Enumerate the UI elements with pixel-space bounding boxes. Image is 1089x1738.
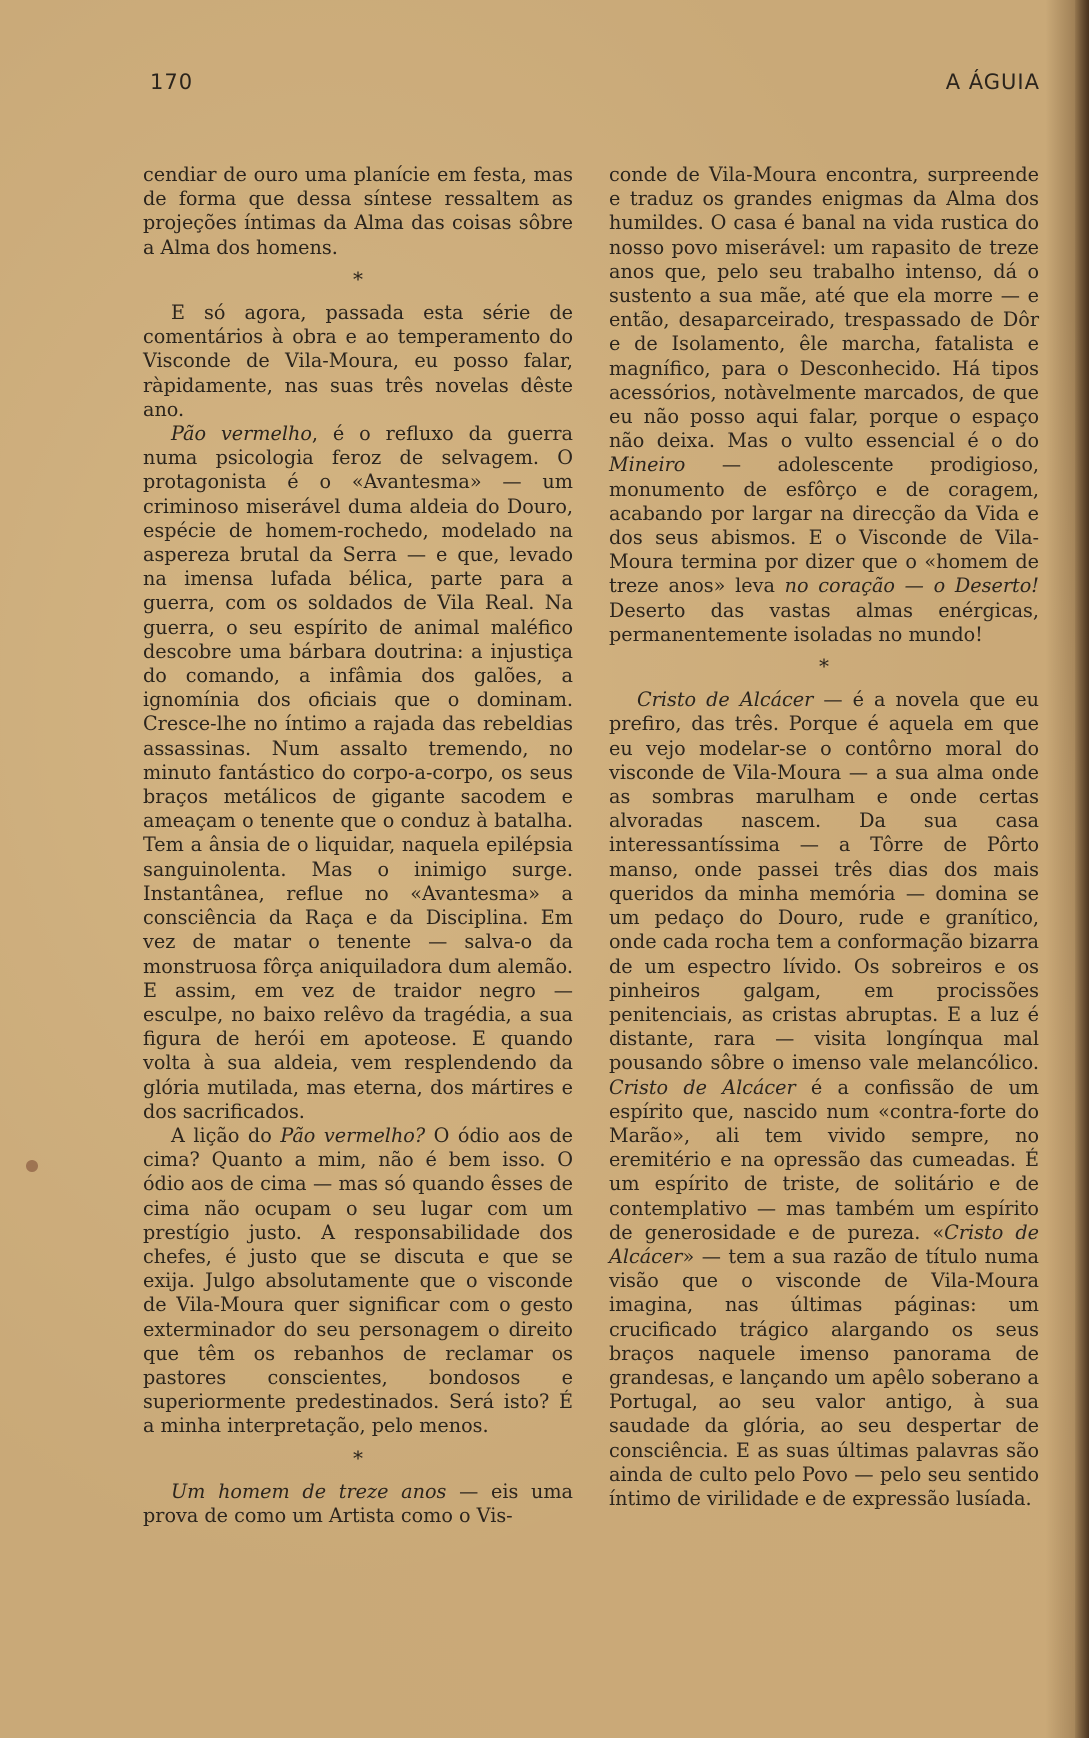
page-number: 170 bbox=[150, 70, 194, 94]
paragraph bbox=[143, 301, 573, 422]
italic-title: Pão vermelho? bbox=[280, 1123, 426, 1147]
left-text-column bbox=[143, 163, 573, 1528]
text-run: Deserto das vastas almas enérgicas, permanentemente isoladas no mundo! bbox=[609, 598, 1039, 646]
paragraph bbox=[143, 163, 573, 260]
paragraph bbox=[609, 163, 1039, 647]
paragraph bbox=[609, 688, 1039, 1511]
italic-title: Cristo de Alcácer bbox=[609, 1220, 1039, 1268]
paragraph bbox=[143, 422, 573, 1124]
text-run: é a confissão de um espírito que, nascido num «contra-forte do Marão», ali tem vivido sempre, no eremitério e na opressão das cumeadas. É um espírito de triste, de solitário e de contemplativo — mas também um espírito de generosidade e de pureza. « bbox=[609, 1075, 1039, 1244]
italic-title: Pão vermelho bbox=[171, 422, 312, 446]
page-spine-shadow bbox=[1075, 0, 1089, 1738]
right-text-column bbox=[609, 163, 1039, 1511]
text-run: cendiar de ouro uma planície em festa, mas de forma que dessa síntese ressaltem as projeções íntimas da Alma das coisas sôbre a Alma dos homens. bbox=[143, 163, 573, 259]
paragraph bbox=[143, 1124, 573, 1439]
text-run: E só agora, passada esta série de comentários à obra e ao temperamento do Visconde de Vila-Moura, eu posso falar, ràpidamente, nas suas três novelas dêste ano. bbox=[143, 301, 573, 421]
text-run: — eis uma prova de como um Artista como o Vis- bbox=[143, 1479, 573, 1527]
section-separator: * bbox=[819, 654, 829, 679]
text-run: » — tem a sua razão de título numa visão que o visconde de Vila-Moura imagina, nas últimas páginas: um crucificado trágico alargando os seus braços naquele imenso panorama de grandesas, e lançando um apêlo soberano a Portugal, ao seu valor antigo, à sua saudade da glória, ao seu despertar de consciência. E as suas últimas palavras são ainda de culto pelo Povo — pelo seu sentido íntimo de virilidade e de expressão lusíada. bbox=[609, 1244, 1039, 1510]
text-run: A lição do bbox=[171, 1123, 281, 1147]
italic-title: Mineiro bbox=[609, 453, 686, 477]
running-header bbox=[150, 70, 1040, 100]
italic-title: Cristo de Alcácer bbox=[637, 688, 814, 712]
italic-title: Um homem de treze anos bbox=[171, 1479, 447, 1503]
text-run: conde de Vila-Moura encontra, surpreende e traduz os grandes enigmas da Alma dos humildes. O casa é banal na vida rustica do nosso povo miserável: um rapasito de treze anos que, pelo seu trabalho intenso, dá o sustento a sua mãe, até que ela morre — e então, desaparceirado, trespassado de Dôr e de Isolamento, êle marcha, fatalista e magnífico, para o Desconhecido. Há tipos acessórios, notàvelmente marcados, de que eu não posso aqui falar, porque o espaço não deixa. Mas o vulto essencial é o do bbox=[609, 163, 1039, 453]
text-run: , é o refluxo da guerra numa psicologia feroz de selvagem. O protagonista é o «Avantesma» — um criminoso miserável duma aldeia do Douro, espécie de homem-rochedo, modelado na aspereza brutal da Serra — e que, levado na imensa lufada bélica, parte para a guerra, com os soldados de Vila Real. Na guerra, o seu espírito de animal maléfico descobre uma bárbara doutrina: a injustiça do comando, a infâmia dos galões, a ignomínia dos oficiais que o dominam. Cresce-lhe no íntimo a rajada das rebeldias assassinas. Num assalto tremendo, no minuto fantástico do corpo-a-corpo, os seus braços metálicos de gigante sacodem e ameaçam o tenente que o conduz à batalha. Tem a ânsia de o liquidar, naquela epilépsia sanguinolenta. Mas o inimigo surge. Instantânea, reflue no «Avantesma» a consciência da Raça e da Disciplina. Em vez de matar o tenente — salva-o da monstruosa fôrça aniquiladora dum alemão. E assim, em vez de traidor negro — esculpe, no baixo relêvo da tragédia, a sua figura de herói em apoteose. E quando volta à sua aldeia, vem resplendendo da glória mutilada, mas eterna, dos mártires e dos sacrificados. bbox=[143, 422, 573, 1123]
italic-title: Cristo de Alcácer bbox=[609, 1075, 796, 1099]
text-run: — adolescente prodigioso, monumento de esfôrço e de coragem, acabando por largar na direcção da Vida e dos seus abismos. E o Visconde de Vila-Moura termina por dizer que o «homem de treze anos» leva bbox=[609, 453, 1039, 598]
paragraph bbox=[143, 1480, 573, 1528]
paper-stain bbox=[26, 1160, 38, 1172]
text-run: O ódio aos de cima? Quanto a mim, não é bem isso. O ódio aos de cima — mas só quando êsses de cima não ocupam o seu lugar com um prestígio justo. A responsabilidade dos chefes, é justo que se discuta e que se exija. Julgo absolutamente que o visconde de Vila-Moura quer significar com o gesto exterminador do seu personagem o direito que têm os rebanhos de reclamar os pastores conscientes, bondosos e superiormente predestinados. Será isto? É a minha interpretação, pelo menos. bbox=[143, 1123, 574, 1438]
journal-title: A ÁGUIA bbox=[945, 70, 1040, 94]
text-run: — é a novela que eu prefiro, das três. Porque é aquela em que eu vejo modelar-se o contôrno moral do visconde de Vila-Moura — a sua alma onde as sombras marulham e onde certas alvoradas nascem. Da sua casa interessantíssima — a Tôrre de Pôrto manso, onde passei três dias dos mais queridos da minha memória — domina se um pedaço do Douro, rude e granítico, onde cada rocha tem a conformação bizarra de um espectro lívido. Os sobreiros e os pinheiros galgam, em procissões penitenciais, as cristas abruptas. E a luz é distante, rara — visita longínqua mal pousando sôbre o imenso vale melancólico. bbox=[609, 688, 1040, 1075]
section-separator: * bbox=[353, 266, 363, 291]
section-separator: * bbox=[353, 1445, 363, 1470]
italic-title: no coração — o Deserto! bbox=[784, 574, 1039, 598]
